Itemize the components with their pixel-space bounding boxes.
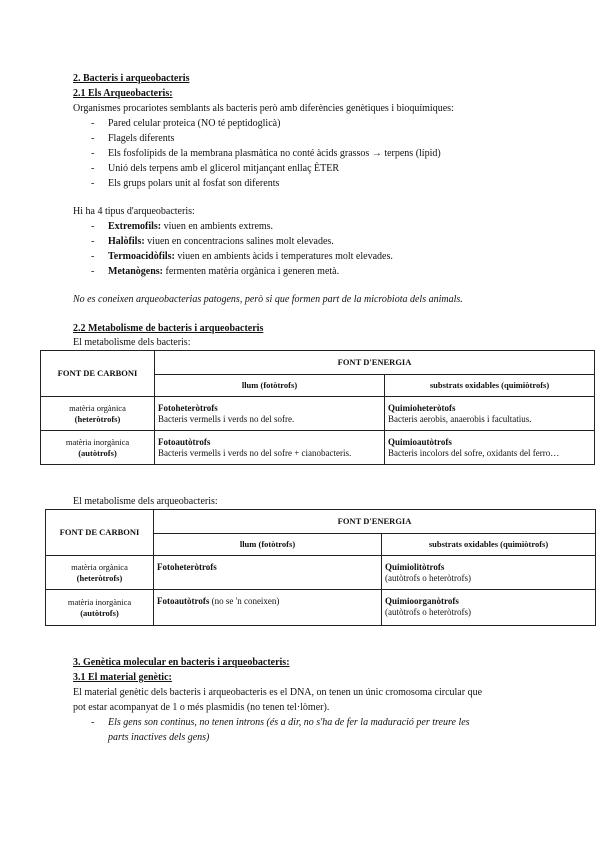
list-item — [108, 235, 334, 248]
archaea-intro: Organismes procariotes semblants als bacteris però amb diferències genètiques i bioquímiques: — [73, 103, 454, 114]
archaea-metabolism-intro: El metabolisme dels arqueobacteris: — [73, 496, 218, 507]
cell-desc: Bacteris vermells i verds no del sofre. — [158, 414, 295, 424]
list-item — [108, 220, 273, 233]
type-name: Extremofils: — [108, 221, 162, 232]
table-cell — [154, 590, 382, 626]
oxidable-header: substrats oxidables (quimiòtrofs) — [382, 534, 596, 556]
list-item: Els grups polars unit al fosfat son diferents — [108, 178, 280, 189]
archaea-metabolism-table — [45, 509, 596, 626]
genetic-material-para-line2: pot estar acompanyat de 1 o més plasmidis (no tenen tel·lòmer). — [73, 702, 330, 713]
type-desc: viuen en concentracions salines molt elevades. — [144, 236, 334, 247]
cell-desc: Bacteris aerobis, anaerobis i facultatius. — [388, 414, 532, 424]
list-item: Pared celular proteica (NO té peptidoglicà) — [108, 118, 281, 129]
types-intro: Hi ha 4 tipus d'arqueobacteris: — [73, 206, 195, 217]
bullet-dash: - — [91, 133, 95, 144]
genes-bullet-line2: parts inactives dels gens) — [108, 732, 210, 743]
cell-title: Fotoheteròtrofs — [158, 403, 218, 413]
cell-title: Quimioautòtrofs — [388, 437, 452, 447]
bullet-dash: - — [91, 178, 95, 189]
genes-bullet-line1: Els gens son continus, no tenen introns (és a dir, no s'ha de fer la maduració per treure les — [108, 717, 470, 728]
energy-source-header: FONT D'ENERGIA — [155, 351, 595, 375]
row-label: matèria inorgànica — [67, 596, 132, 607]
carbon-source-header: FONT DE CARBONI — [46, 510, 154, 556]
bullet-dash: - — [91, 118, 95, 129]
row-label: matèria inorgànica — [65, 436, 130, 447]
row-label: matèria orgànica — [69, 402, 126, 413]
cell-title: Fotoheteròtrofs — [157, 562, 217, 572]
table-cell — [154, 556, 382, 590]
genetic-material-para-line1: El material genètic dels bacteris i arqueobacteris es el DNA, on tenen un únic cromosoma circular que — [73, 687, 483, 698]
cell-title: Quimioorganòtrofs — [385, 596, 459, 606]
bacteria-metabolism-intro: El metabolisme dels bacteris: — [73, 337, 191, 348]
list-item — [108, 250, 393, 263]
list-item — [108, 265, 339, 278]
section-2-1-title: 2.1 Els Arqueobacteris: — [73, 88, 173, 99]
cell-title: Quimiolitòtrofs — [385, 562, 445, 572]
type-desc: fermenten matèria orgànica i generen metà. — [163, 266, 340, 277]
list-item: Unió dels terpens amb el glicerol mitjançant enllaç ÈTER — [108, 163, 340, 174]
table-cell — [155, 397, 385, 431]
bullet-dash: - — [91, 251, 95, 262]
cell-title: Fotoautòtrofs — [157, 596, 210, 606]
row-label: matèria orgànica — [71, 561, 128, 572]
bullet-dash: - — [91, 266, 95, 277]
light-header: llum (fotòtrofs) — [154, 534, 382, 556]
oxidable-header: substrats oxidables (quimiòtrofs) — [385, 375, 595, 397]
type-name: Termoacidòfils: — [108, 251, 175, 262]
table-cell — [155, 431, 385, 465]
bullet-dash: - — [91, 717, 95, 728]
organic-matter-label — [41, 397, 155, 431]
cell-desc: Bacteris vermells i verds no del sofre + cianobacteris. — [158, 448, 352, 458]
table-cell — [385, 397, 595, 431]
inorganic-matter-label — [41, 431, 155, 465]
bullet-dash: - — [91, 163, 95, 174]
cell-desc: Bacteris incolors del sofre, oxidants del ferro… — [388, 448, 560, 458]
cell-desc: (autòtrofs o heteròtrofs) — [385, 607, 471, 617]
type-desc: viuen en ambients àcids i temperatures molt elevades. — [174, 251, 393, 262]
row-sub: (autòtrofs) — [78, 447, 117, 458]
table-cell — [382, 556, 596, 590]
carbon-source-header: FONT DE CARBONI — [41, 351, 155, 397]
section-3-title: 3. Genètica molecular en bacteris i arqueobacteris: — [73, 657, 290, 668]
light-header: llum (fotòtrofs) — [155, 375, 385, 397]
list-item: Els fosfolípids de la membrana plasmàtica no conté àcids grassos → terpens (lípid) — [108, 148, 441, 159]
organic-matter-label — [46, 556, 154, 590]
cell-desc: (autòtrofs o heteròtrofs) — [385, 573, 471, 583]
row-sub: (heteròtrofs) — [76, 572, 123, 583]
table-cell — [385, 431, 595, 465]
type-name: Metanògens: — [108, 266, 163, 277]
cell-title: Quimioheteròtofs — [388, 403, 456, 413]
bullet-dash: - — [91, 148, 95, 159]
list-item: Flagels diferents — [108, 133, 175, 144]
table-cell — [382, 590, 596, 626]
row-sub: (autòtrofs) — [80, 607, 119, 618]
row-sub: (heteròtrofs) — [74, 413, 121, 424]
cell-title: Fotoautòtrofs — [158, 437, 211, 447]
energy-source-header: FONT D'ENERGIA — [154, 510, 596, 534]
cell-note: (no se 'n coneixen) — [209, 596, 280, 606]
section-2-title: 2. Bacteris i arqueobacteris — [73, 73, 190, 84]
section-3-1-title: 3.1 El material genètic: — [73, 672, 172, 683]
bacteria-metabolism-table — [40, 350, 595, 465]
type-desc: viuen en ambients extrems. — [161, 221, 274, 232]
pathogen-note: No es coneixen arqueobacterias patogens, però si que formen part de la microbiota dels animals. — [73, 294, 463, 305]
section-2-2-title: 2.2 Metabolisme de bacteris i arqueobacteris — [73, 323, 264, 334]
inorganic-matter-label — [46, 590, 154, 626]
bullet-dash: - — [91, 236, 95, 247]
type-name: Halòfils: — [108, 236, 145, 247]
bullet-dash: - — [91, 221, 95, 232]
